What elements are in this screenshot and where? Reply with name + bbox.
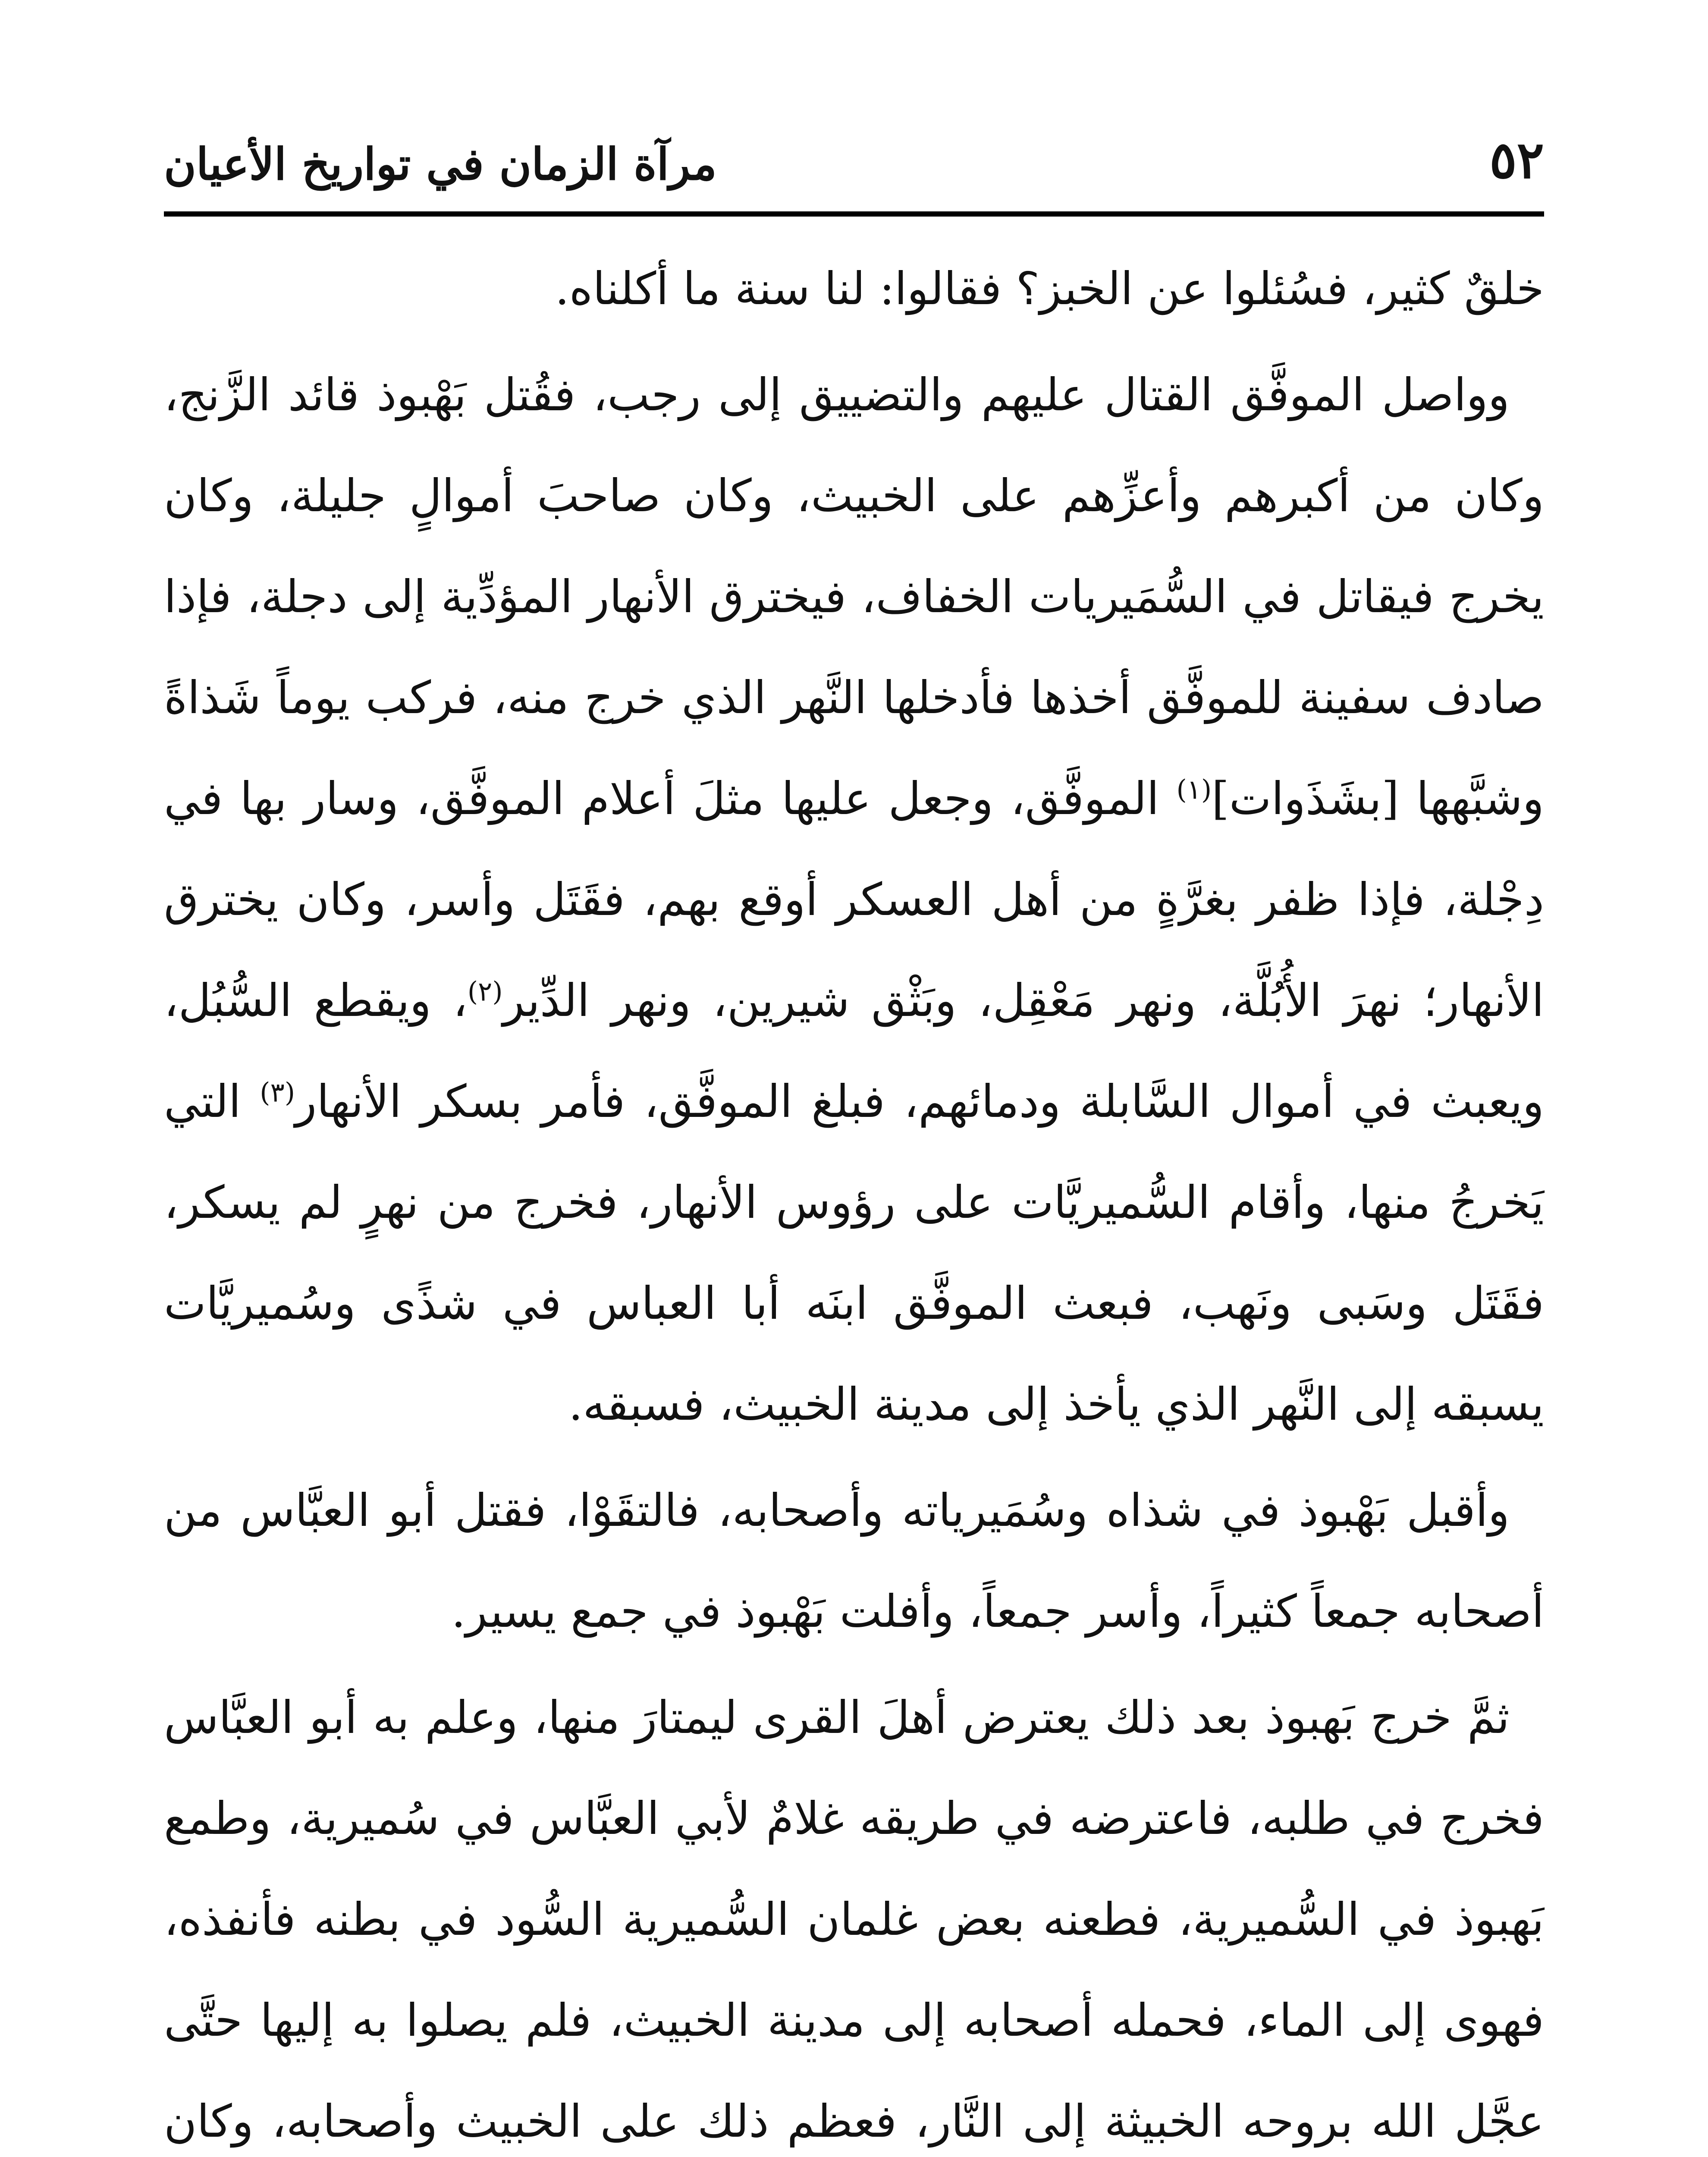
running-header (164, 121, 1544, 217)
paragraph-4: ثمَّ خرج بَهبوذ بعد ذلك يعترض أهلَ القرى ليمتارَ منها، وعلم به أبو العبَّاس فخرج في طلبه، فاعترضه في طريقه غلامٌ لأبي العبَّاس في سُميرية، وطمع بَهبوذ في السُّميرية، فطعنه بعض غلمان السُّميرية السُّود في بطنه فأنفذه، فهوى إلى الماء، فحمله أصحابه إلى مدينة الخبيث، فلم يصلوا به إليها حتَّى عجَّل الله بروحه الخبيثة إلى النَّار، فعظم ذلك على الخبيث وأصحابه، وكان (164, 1691, 1544, 2148)
paragraph-2-part-4: التي يَخرجُ منها، وأقام السُّميريَّات على رؤوس الأنهار، فخرج من نهرٍ لم يسكر، فقَتَل وسَبى ونَهب، فبعث الموفَّق ابنَه أبا العباس في شذًى وسُميريَّات يسبقه إلى النَّهر الذي يأخذ إلى مدينة الخبيث، فسبقه. (164, 1075, 1544, 1431)
footnote-ref-2[interactable]: (٢) (467, 975, 503, 1007)
footnote-ref-1[interactable]: (١) (1176, 774, 1212, 805)
paragraph-2-part-1: وواصل الموفَّق القتال عليهم والتضييق إلى رجب، فقُتل بَهْبوذ قائد الزَّنج، وكان من أكبرهم وأعزِّهم على الخبيث، وكان صاحبَ أموالٍ جليلة، وكان يخرج فيقاتل في السُّمَيريات الخفاف، فيخترق الأنهار المؤدِّية إلى دجلة، فإذا صادف سفينة للموفَّق أخذها فأدخلها النَّهر الذي خرج منه، فركب يوماً شَذاةً وشبَّهها [بشَذَوات] (164, 368, 1544, 825)
paragraph-2-part-2: الموفَّق، وجعل عليها مثلَ أعلام الموفَّق، وسار بها في دِجْلة، فإذا ظفر بغرَّةٍ من أهل العسكر أوقع بهم، فقَتَل وأسر، وكان يخترق الأنهار؛ نهرَ الأُبُلَّة، ونهر مَعْقِل، وبَثْق شيرين، ونهر الدِّير (164, 772, 1544, 1027)
book-title: مرآة الزمان في تواريخ الأعيان (164, 138, 717, 190)
book-page (164, 121, 1544, 2157)
paragraph-2 (164, 344, 1544, 1455)
paragraph-1: خلقٌ كثير، فسُئلوا عن الخبز؟ فقالوا: لنا سنة ما أكلناه. (555, 262, 1544, 315)
page-number: ٥٢ (1489, 130, 1544, 190)
main-text (164, 238, 1544, 2157)
paragraph-3: وأقبل بَهْبوذ في شذاه وسُمَيرياته وأصحابه، فالتقَوْا، فقتل أبو العبَّاس من أصحابه جمعاً كثيراً، وأسر جمعاً، وأفلت بَهْبوذ في جمع يسير. (164, 1484, 1544, 1638)
paragraph-2-part-3: ، ويقطع السُّبُل، ويعبث في أموال السَّابلة ودمائهم، فبلغ الموفَّق، فأمر بسكر الأنهار (164, 974, 1544, 1128)
footnote-ref-3[interactable]: (٣) (260, 1076, 295, 1108)
